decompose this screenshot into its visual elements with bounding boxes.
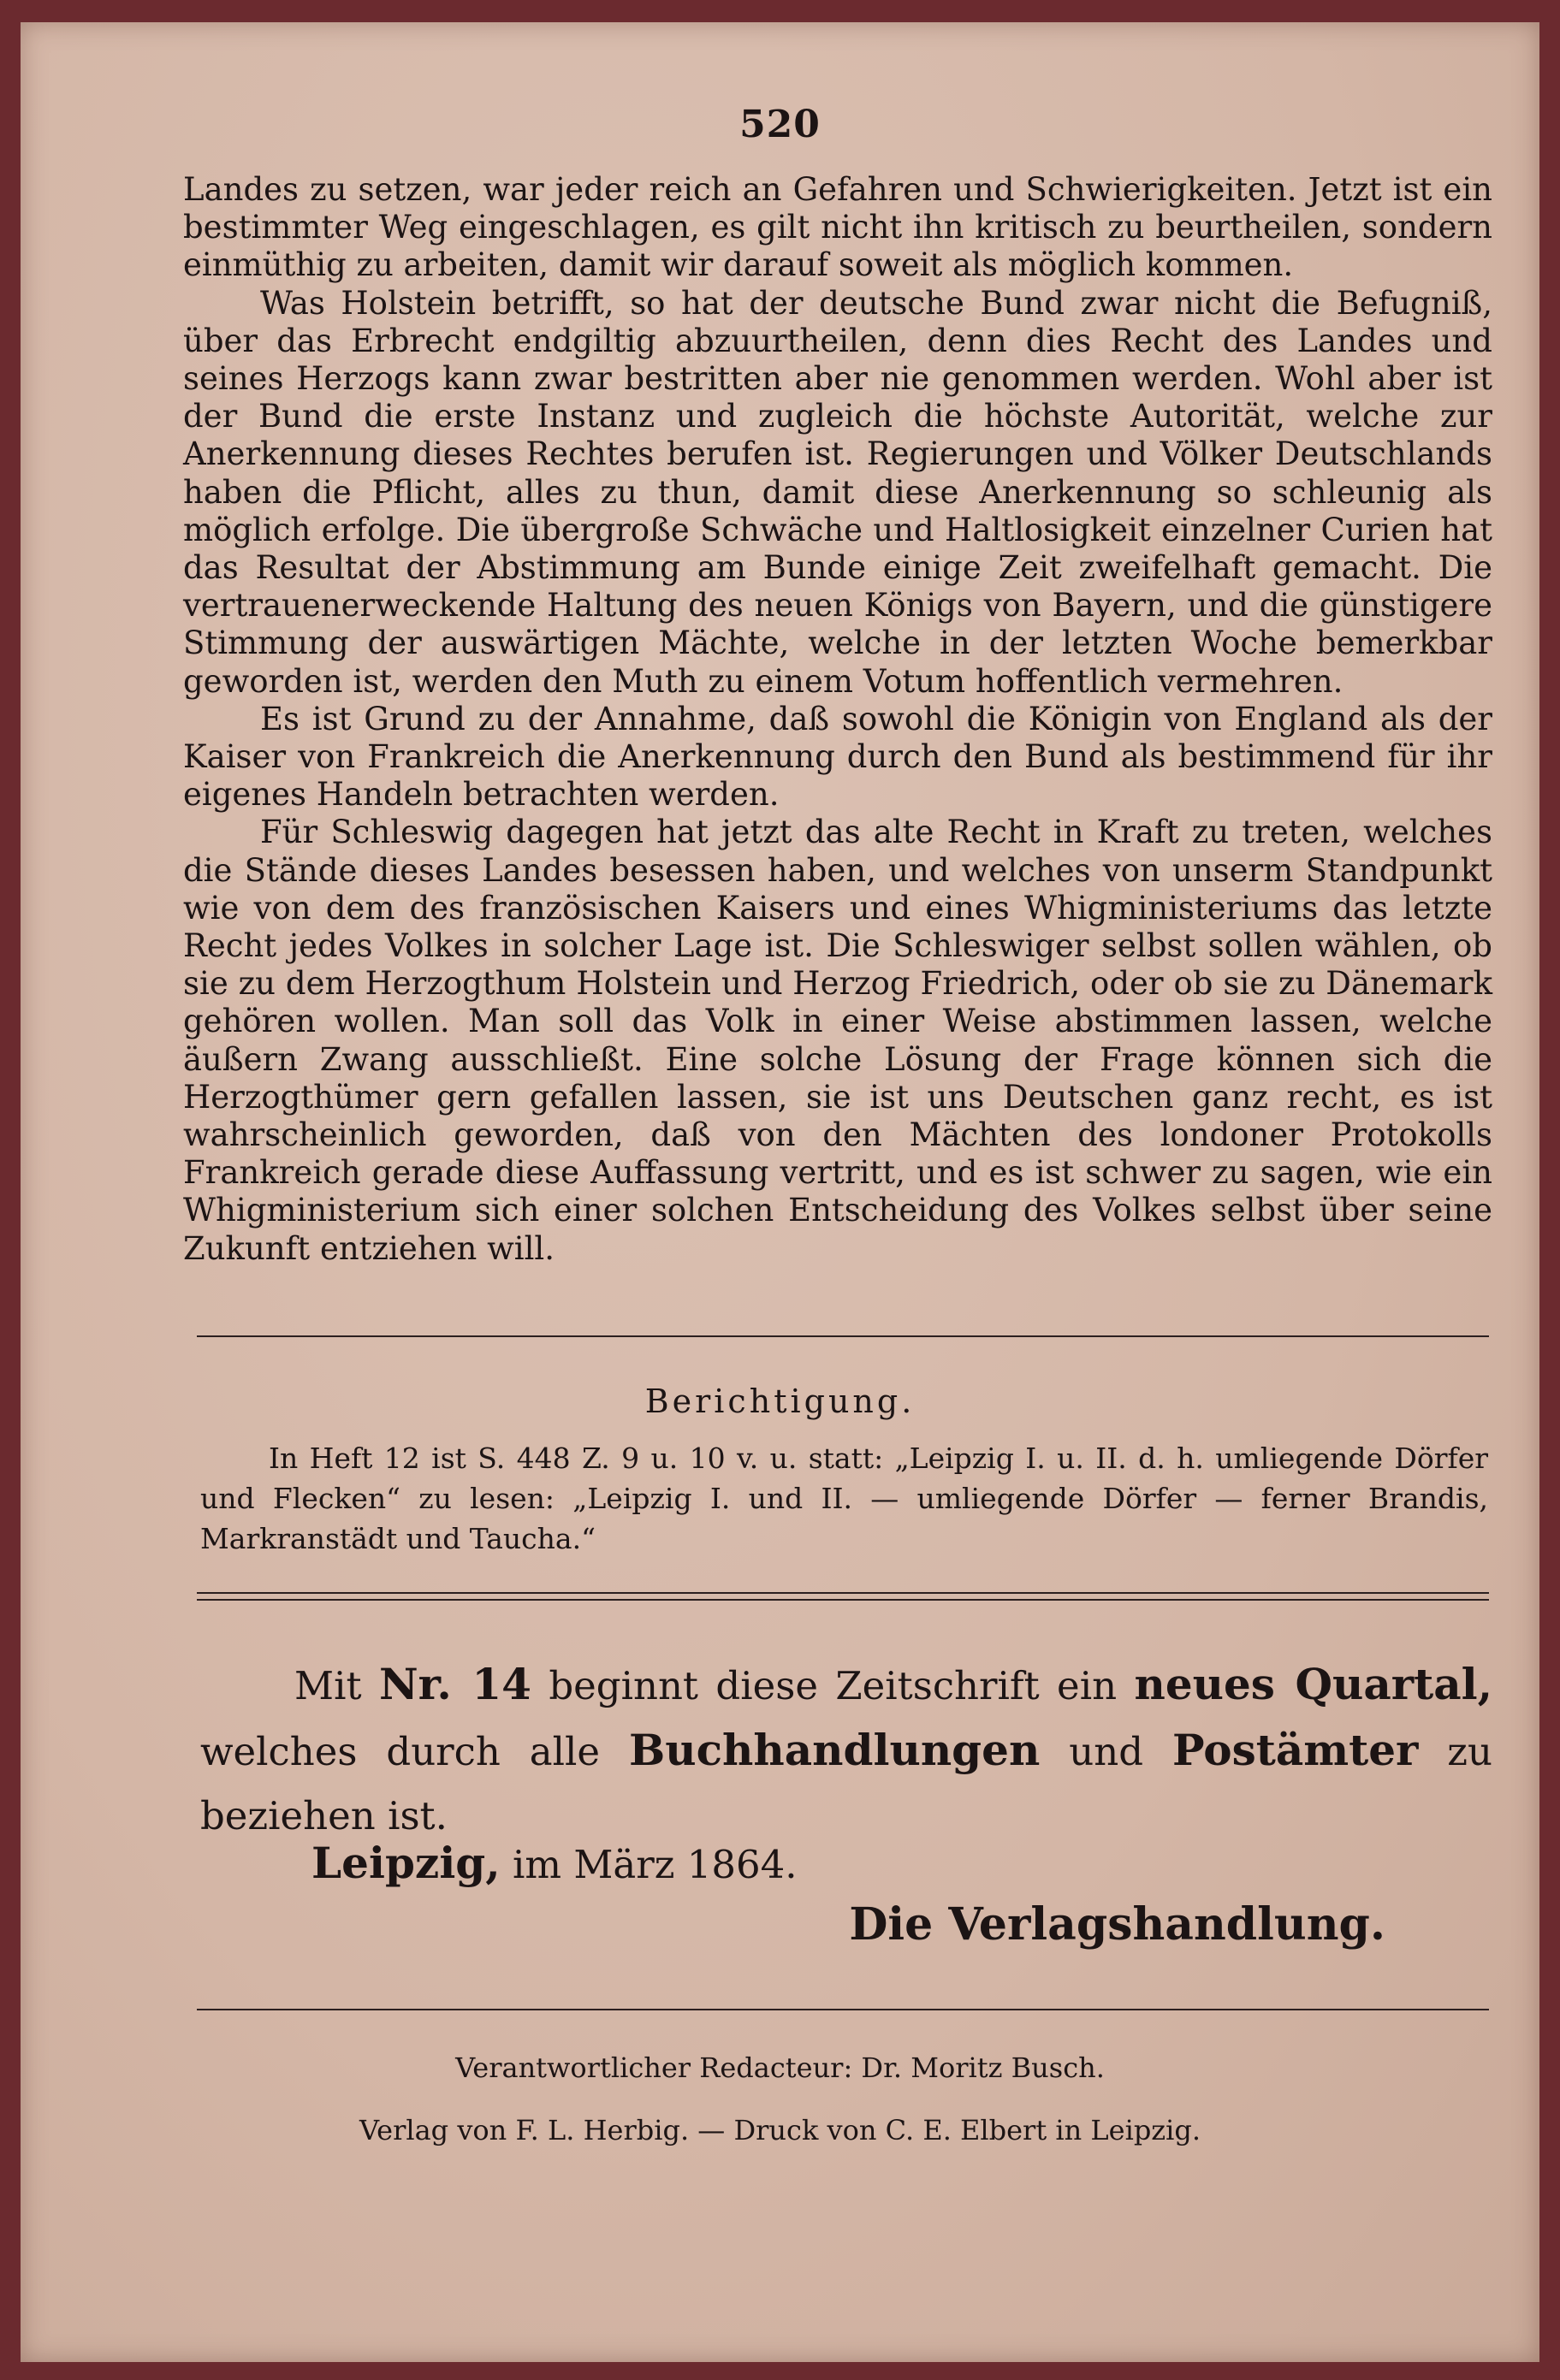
new-quarter: neues Quartal, <box>1134 1659 1492 1709</box>
body-paragraph-1: Landes zu setzen, war jeder reich an Gefahren und Schwierigkeiten. Jetzt ist ein bestimmter Weg eingeschlagen, es gilt nicht ihn kritisch zu beurtheilen, sondern einmüthig zu arbeiten, damit wir darauf soweit als möglich kommen. <box>183 171 1492 284</box>
issue-number: Nr. 14 <box>378 1659 531 1709</box>
publisher-signature: Die Verlagshandlung. <box>849 1898 1385 1951</box>
section-divider <box>197 1335 1489 1337</box>
correction-title: Berichtigung. <box>644 1382 916 1420</box>
subscription-notice <box>200 1652 1492 1848</box>
body-paragraph-3: Es ist Grund zu der Annahme, daß sowohl die Königin von England als der Kaiser von Frankreich die Anerkennung durch den Bund als bestimmend für ihr eigenes Handeln betrachten werden. <box>183 700 1492 814</box>
notice-text-5: zu beziehen ist. <box>200 1729 1493 1838</box>
bookshops: Buchhandlungen <box>629 1725 1041 1775</box>
page-number: 520 <box>739 103 821 146</box>
body-paragraph-4: Für Schleswig dagegen hat jetzt das alte Recht in Kraft zu treten, welches die Stände dieses Landes besessen haben, und welches von unserm Standpunkt wie von dem des französischen Kaisers und eines Whigministeriums das letzte Recht jedes Volkes in solcher Lage ist. Die Schleswiger selbst sollen wählen, ob sie zu dem Herzogthum Holstein und Herzog Friedrich, oder ob sie zu Dänemark gehören wollen. Man soll das Volk in einer Weise abstimmen lassen, welche äußern Zwang ausschließt. Eine solche Lösung der Frage können sich die Herzogthümer gern gefallen lassen, sie ist uns Deutschen ganz recht, es ist wahrscheinlich geworden, daß von den Mächten des londoner Protokolls Frankreich gerade diese Auffassung vertritt, und es ist schwer zu sagen, wie ein Whigministerium sich einer solchen Entscheidung des Volkes selbst über seine Zukunft entziehen will. <box>183 814 1492 1267</box>
book-page <box>21 22 1539 2362</box>
footer-divider <box>197 2009 1489 2010</box>
place-and-date <box>311 1838 798 1888</box>
date: im März 1864. <box>500 1842 798 1887</box>
imprint-line: Verlag von F. L. Herbig. — Druck von C. E. Elbert in Leipzig. <box>359 2114 1201 2146</box>
post-offices: Postämter <box>1171 1725 1419 1775</box>
city: Leipzig, <box>311 1838 501 1888</box>
notice-text-4: und <box>1040 1729 1172 1774</box>
notice-text-3: welches durch alle <box>200 1729 629 1774</box>
body-paragraph-2: Was Holstein betrifft, so hat der deutsche Bund zwar nicht die Befugniß, über das Erbrecht endgiltig abzuurtheilen, denn dies Recht des Landes und seines Herzogs kann zwar bestritten aber nie genommen werden. Wohl aber ist der Bund die erste Instanz und zugleich die höchste Autorität, welche zur Anerkennung dieses Rechtes berufen ist. Regierungen und Völker Deutschlands haben die Pflicht, alles zu thun, damit diese Anerkennung so schleunig als möglich erfolge. Die übergroße Schwäche und Haltlosigkeit einzelner Curien hat das Resultat der Abstimmung am Bunde einige Zeit zweifelhaft gemacht. Die vertrauenerweckende Haltung des neuen Königs von Bayern, und die günstigere Stimmung der auswärtigen Mächte, welche in der letzten Woche bemerkbar geworden ist, werden den Muth zu einem Votum hoffentlich vermehren. <box>183 284 1492 700</box>
notice-text-1: Mit <box>294 1663 379 1708</box>
notice-text-2: beginnt diese Zeitschrift ein <box>531 1663 1135 1708</box>
article-body <box>183 171 1492 1268</box>
double-divider <box>197 1592 1489 1601</box>
correction-text: In Heft 12 ist S. 448 Z. 9 u. 10 v. u. statt: „Leipzig I. u. II. d. h. umliegende Dörfer und Flecken“ zu lesen: „Leipzig I. und II. — umliegende Dörfer — ferner Brandis, Markranstädt und Taucha.“ <box>200 1442 1488 1555</box>
editor-line: Verantwortlicher Redacteur: Dr. Moritz Busch. <box>455 2051 1105 2084</box>
